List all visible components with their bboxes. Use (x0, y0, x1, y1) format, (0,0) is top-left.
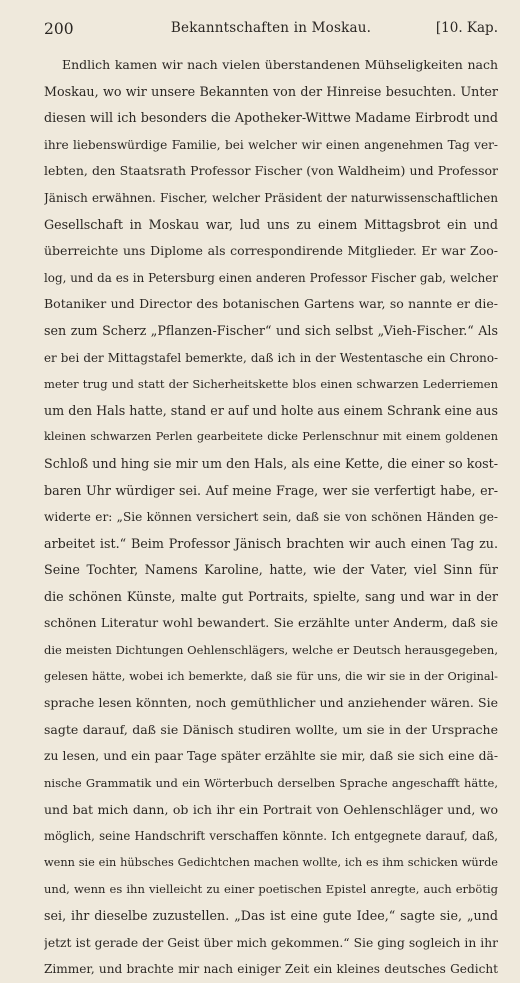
text-line: baren Uhr würdiger sei. Auf meine Frage, wer sie verfertigt habe, er- (44, 482, 498, 498)
text-line: meter trug und statt der Sicherheitskette blos einen schwarzen Lederriemen (44, 377, 498, 392)
running-title: Bekanntschaften in Moskau. (170, 20, 372, 36)
text-line: gelesen hätte, wobei ich bemerkte, daß sie für uns, die wir sie in der Original- (44, 669, 498, 683)
text-line: lebten, den Staatsrath Professor Fischer (von Waldheim) und Professor (44, 163, 498, 179)
text-line: die meisten Dichtungen Oehlenschlägers, welche er Deutsch herausgegeben, (44, 643, 498, 658)
page-header (44, 20, 498, 44)
text-line: Zimmer, und brachte mir nach einiger Zeit ein kleines deutsches Gedicht (44, 962, 498, 977)
page-number: 200 (44, 20, 74, 38)
text-line: kleinen schwarzen Perlen gearbeitete dicke Perlenschnur mit einem goldenen (44, 430, 498, 444)
text-line: Schloß und hing sie mir um den Hals, als eine Kette, die einer so kost- (44, 455, 498, 471)
text-line: wenn sie ein hübsches Gedichtchen machen wollte, ich es ihm schicken würde (44, 855, 498, 869)
text-line: und bat mich dann, ob ich ihr ein Portrait von Oehlenschläger und, wo (44, 801, 498, 817)
text-line: sen zum Scherz „Pflanzen-Fischer“ und sich selbst „Vieh-Fischer.“ Als (44, 322, 498, 338)
text-line: möglich, seine Handschrift verschaffen könnte. Ich entgegnete darauf, daß, (44, 829, 498, 844)
text-line: Seine Tochter, Namens Karoline, hatte, wie der Vater, viel Sinn für (44, 562, 498, 578)
text-line: überreichte uns Diplome als correspondirende Mitglieder. Er war Zoo- (44, 243, 498, 259)
text-line: Endlich kamen wir nach vielen überstandenen Mühseligkeiten nach (62, 57, 498, 72)
text-line: sagte darauf, daß sie Dänisch studiren wollte, um sie in der Ursprache (44, 721, 498, 737)
text-line: Botaniker und Director des botanischen Gartens war, so nannte er die- (44, 296, 498, 312)
text-line: sei, ihr dieselbe zuzustellen. „Das ist eine gute Idee,“ sagte sie, „und (44, 908, 498, 923)
text-line: log, und da es in Petersburg einen anderen Professor Fischer gab, welcher (44, 270, 498, 285)
text-line: zu lesen, und ein paar Tage später erzählte sie mir, daß sie sich eine dä- (44, 749, 498, 764)
body-text (44, 52, 498, 983)
text-line: Jänisch erwähnen. Fischer, welcher Präsident der naturwissenschaftlichen (44, 190, 498, 205)
text-line: sprache lesen könnten, noch gemüthlicher und anziehender wären. Sie (44, 695, 498, 711)
text-line: und, wenn es ihn vielleicht zu einer poetischen Epistel anregte, auch erbötig (44, 882, 498, 897)
text-line: Gesellschaft in Moskau war, lud uns zu einem Mittagsbrot ein und (44, 216, 498, 232)
chapter-label: [10. Kap. (435, 20, 498, 36)
text-line: diesen will ich besonders die Apotheker-Wittwe Madame Eirbrodt und (44, 110, 498, 126)
text-line: er bei der Mittagstafel bemerkte, daß ich in der Westentasche ein Chrono- (44, 350, 498, 365)
text-line: um den Hals hatte, stand er auf und holte aus einem Schrank eine aus (44, 402, 498, 418)
text-line: jetzt ist gerade der Geist über mich gekommen.“ Sie ging sogleich in ihr (44, 935, 498, 950)
text-line: ihre liebenswürdige Familie, bei welcher wir einen angenehmen Tag ver- (44, 137, 498, 152)
text-line: die schönen Künste, malte gut Portraits, spielte, sang und war in der (44, 588, 498, 604)
text-line: arbeitet ist.“ Beim Professor Jänisch brachten wir auch einen Tag zu. (44, 535, 498, 551)
text-line: widerte er: „Sie können versichert sein, daß sie von schönen Händen ge- (44, 510, 498, 525)
text-line: Moskau, wo wir unsere Bekannten von der Hinreise besuchten. Unter (44, 83, 498, 99)
text-line: schönen Literatur wohl bewandert. Sie erzählte unter Anderm, daß sie (44, 615, 498, 631)
text-line: nische Grammatik und ein Wörterbuch derselben Sprache angeschafft hätte, (44, 776, 498, 791)
